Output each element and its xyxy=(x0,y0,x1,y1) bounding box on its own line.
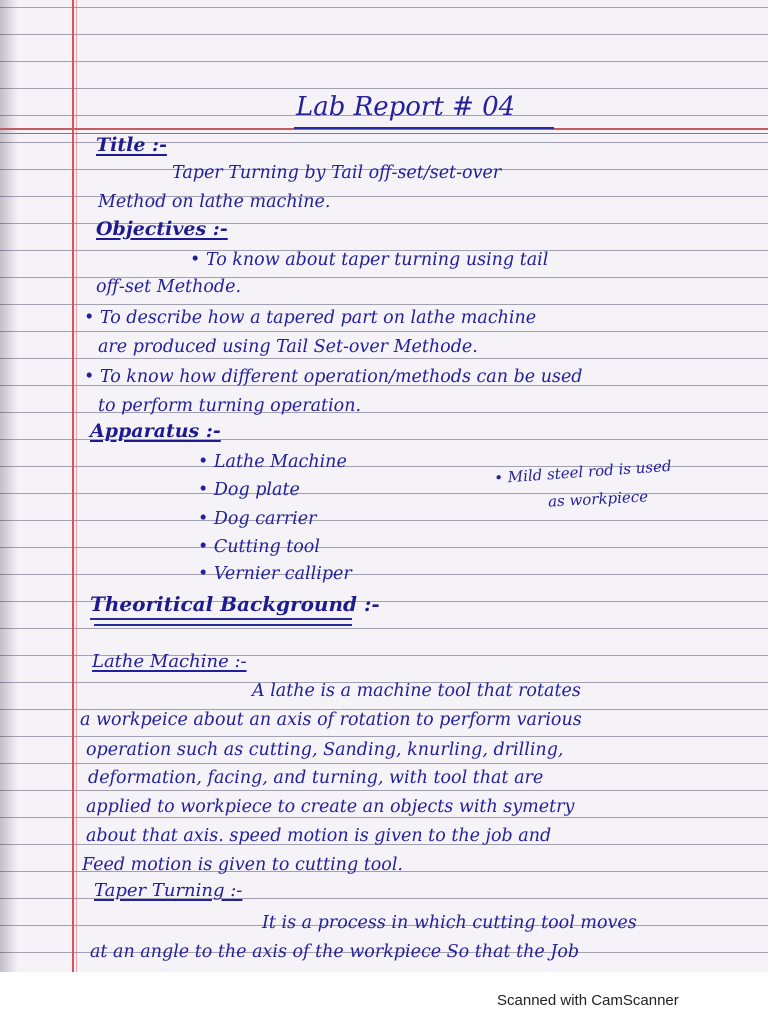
apparatus-item-4: • Cutting tool xyxy=(198,537,320,557)
lathe-line-2: a workpeice about an axis of rotation to perform various xyxy=(80,710,582,730)
lathe-line-4: deformation, facing, and turning, with tool that are xyxy=(88,768,544,788)
objective-line-5: • To know how different operation/methods can be used xyxy=(84,367,583,387)
objective-line-2: off-set Methode. xyxy=(96,277,242,297)
objective-line-3: • To describe how a tapered part on lathe machine xyxy=(84,308,537,328)
title-heading: Title :- xyxy=(96,134,167,156)
taper-turning-heading: Taper Turning :- xyxy=(94,880,243,901)
apparatus-side-note-2: as workpiece xyxy=(547,487,649,511)
lathe-line-3: operation such as cutting, Sanding, knurling, drilling, xyxy=(86,740,564,760)
report-title: Lab Report # 04 xyxy=(296,92,516,122)
apparatus-heading: Apparatus :- xyxy=(90,420,221,442)
objective-line-4: are produced using Tail Set-over Methode. xyxy=(98,337,478,357)
taper-line-2: at an angle to the axis of the workpiece So that the Job xyxy=(90,942,580,962)
title-line-1: Taper Turning by Tail off-set/set-over xyxy=(172,163,502,183)
lathe-line-6: about that axis. speed motion is given to the job and xyxy=(86,826,552,846)
objective-line-1: • To know about taper turning using tail xyxy=(190,250,549,270)
theoretical-underline-2 xyxy=(94,624,352,626)
apparatus-item-1: • Lathe Machine xyxy=(198,452,347,472)
theoretical-background-heading: Theoritical Background :- xyxy=(90,592,380,616)
lathe-line-5: applied to workpiece to create an objects with symetry xyxy=(86,797,575,817)
apparatus-item-3: • Dog carrier xyxy=(198,509,317,529)
margin-line-secondary xyxy=(76,0,77,972)
apparatus-item-5: • Vernier calliper xyxy=(198,564,352,584)
apparatus-item-2: • Dog plate xyxy=(198,480,300,500)
margin-line xyxy=(72,0,74,972)
apparatus-side-note-1: • Mild steel rod is used xyxy=(493,456,673,488)
theoretical-underline-1 xyxy=(90,618,352,620)
scanner-watermark: Scanned with CamScanner xyxy=(497,992,679,1009)
title-line-2: Method on lathe machine. xyxy=(98,192,331,212)
objectives-heading: Objectives :- xyxy=(96,218,228,240)
taper-line-1: It is a process in which cutting tool moves xyxy=(262,913,637,933)
lathe-line-1: A lathe is a machine tool that rotates xyxy=(252,681,581,701)
lathe-line-7: Feed motion is given to cutting tool. xyxy=(82,855,403,875)
lathe-machine-heading: Lathe Machine :- xyxy=(92,651,247,672)
report-title-underline xyxy=(294,127,554,129)
objective-line-6: to perform turning operation. xyxy=(98,396,362,416)
